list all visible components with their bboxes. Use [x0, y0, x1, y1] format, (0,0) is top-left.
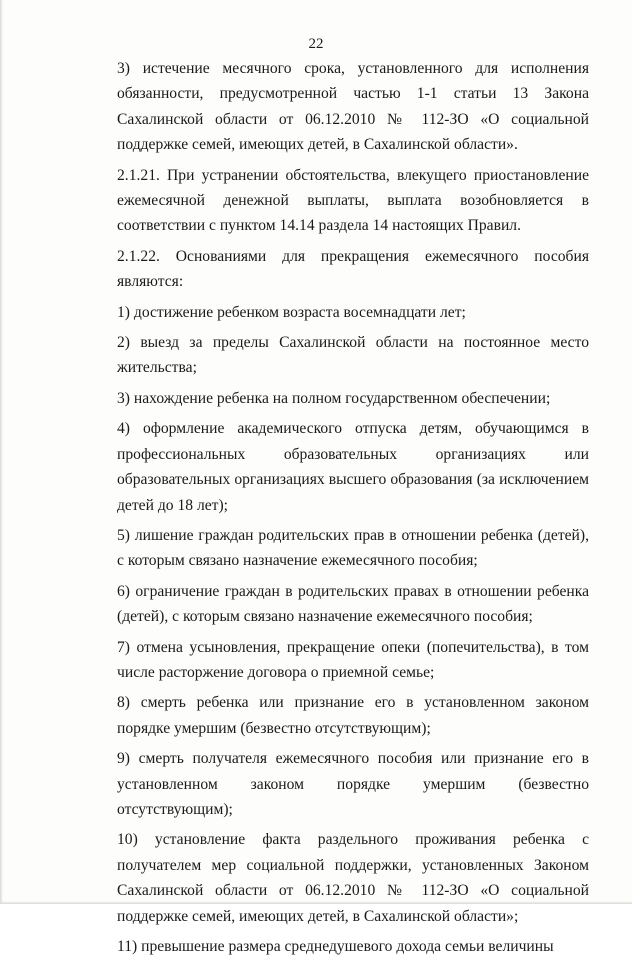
list-item-9: 9) смерть получателя ежемесячного пособия или признание его в установленном законом порядке умершим (безвестно отсутствующим);: [117, 750, 589, 818]
list-item-6: 6) ограничение граждан в родительских правах в отношении ребенка (детей), с которым связано назначение ежемесячного пособия;: [117, 582, 589, 626]
list-item-5: 5) лишение граждан родительских прав в отношении ребенка (детей), с которым связано назначение ежемесячного пособия;: [117, 526, 589, 570]
list-item-2: 2) выезд за пределы Сахалинской области на постоянное место жительства;: [117, 334, 589, 377]
list-item-11: 11) превышение размера среднедушевого дохода семьи величины: [117, 938, 554, 955]
scan-edge-left: [0, 0, 3, 904]
list-item-4: 4) оформление академического отпуска детям, обучающимся в профессиональных образовательных организациях или образовательных организациях высшего образования (за исключением детей до 18 лет);: [117, 420, 589, 514]
paragraph-item-3-expiry: 3) истечение месячного срока, установленного для исполнения обязанности, предусмотренной частью 1-1 статьи 13 Закона Сахалинской области от 06.12.2010 № 112-ЗО «О социальной поддержке семей, имеющих детей, в Сахалинской области».: [117, 60, 589, 154]
paragraph-2-1-21: 2.1.21. При устранении обстоятельства, влекущего приостановление ежемесячной денежной выплаты, выплата возобновляется в соответствии с пунктом 14.14 раздела 14 настоящих Правил.: [117, 166, 589, 235]
page-number: 22: [308, 36, 324, 52]
list-item-7: 7) отмена усыновления, прекращение опеки (попечительства), в том числе расторжение договора о приемной семье;: [117, 638, 589, 681]
list-item-8: 8) смерть ребенка или признание его в установленном законом порядке умершим (безвестно отсутствующим);: [117, 694, 589, 737]
paragraph-2-1-22: 2.1.22. Основаниями для прекращения ежемесячного пособия являются:: [117, 247, 589, 291]
document-body: [117, 56, 589, 964]
list-item-3: 3) нахождение ребенка на полном государственном обеспечении;: [117, 389, 551, 407]
list-item-1: 1) достижение ребенком возраста восемнадцати лет;: [117, 303, 466, 321]
list-item-10: 10) установление факта раздельного проживания ребенка с получателем мер социальной поддержки, установленных Законом Сахалинской области от 06.12.2010 № 112-ЗО «О социальной поддержке семей, имеющих детей, в Сахалинской области»;: [117, 831, 589, 925]
